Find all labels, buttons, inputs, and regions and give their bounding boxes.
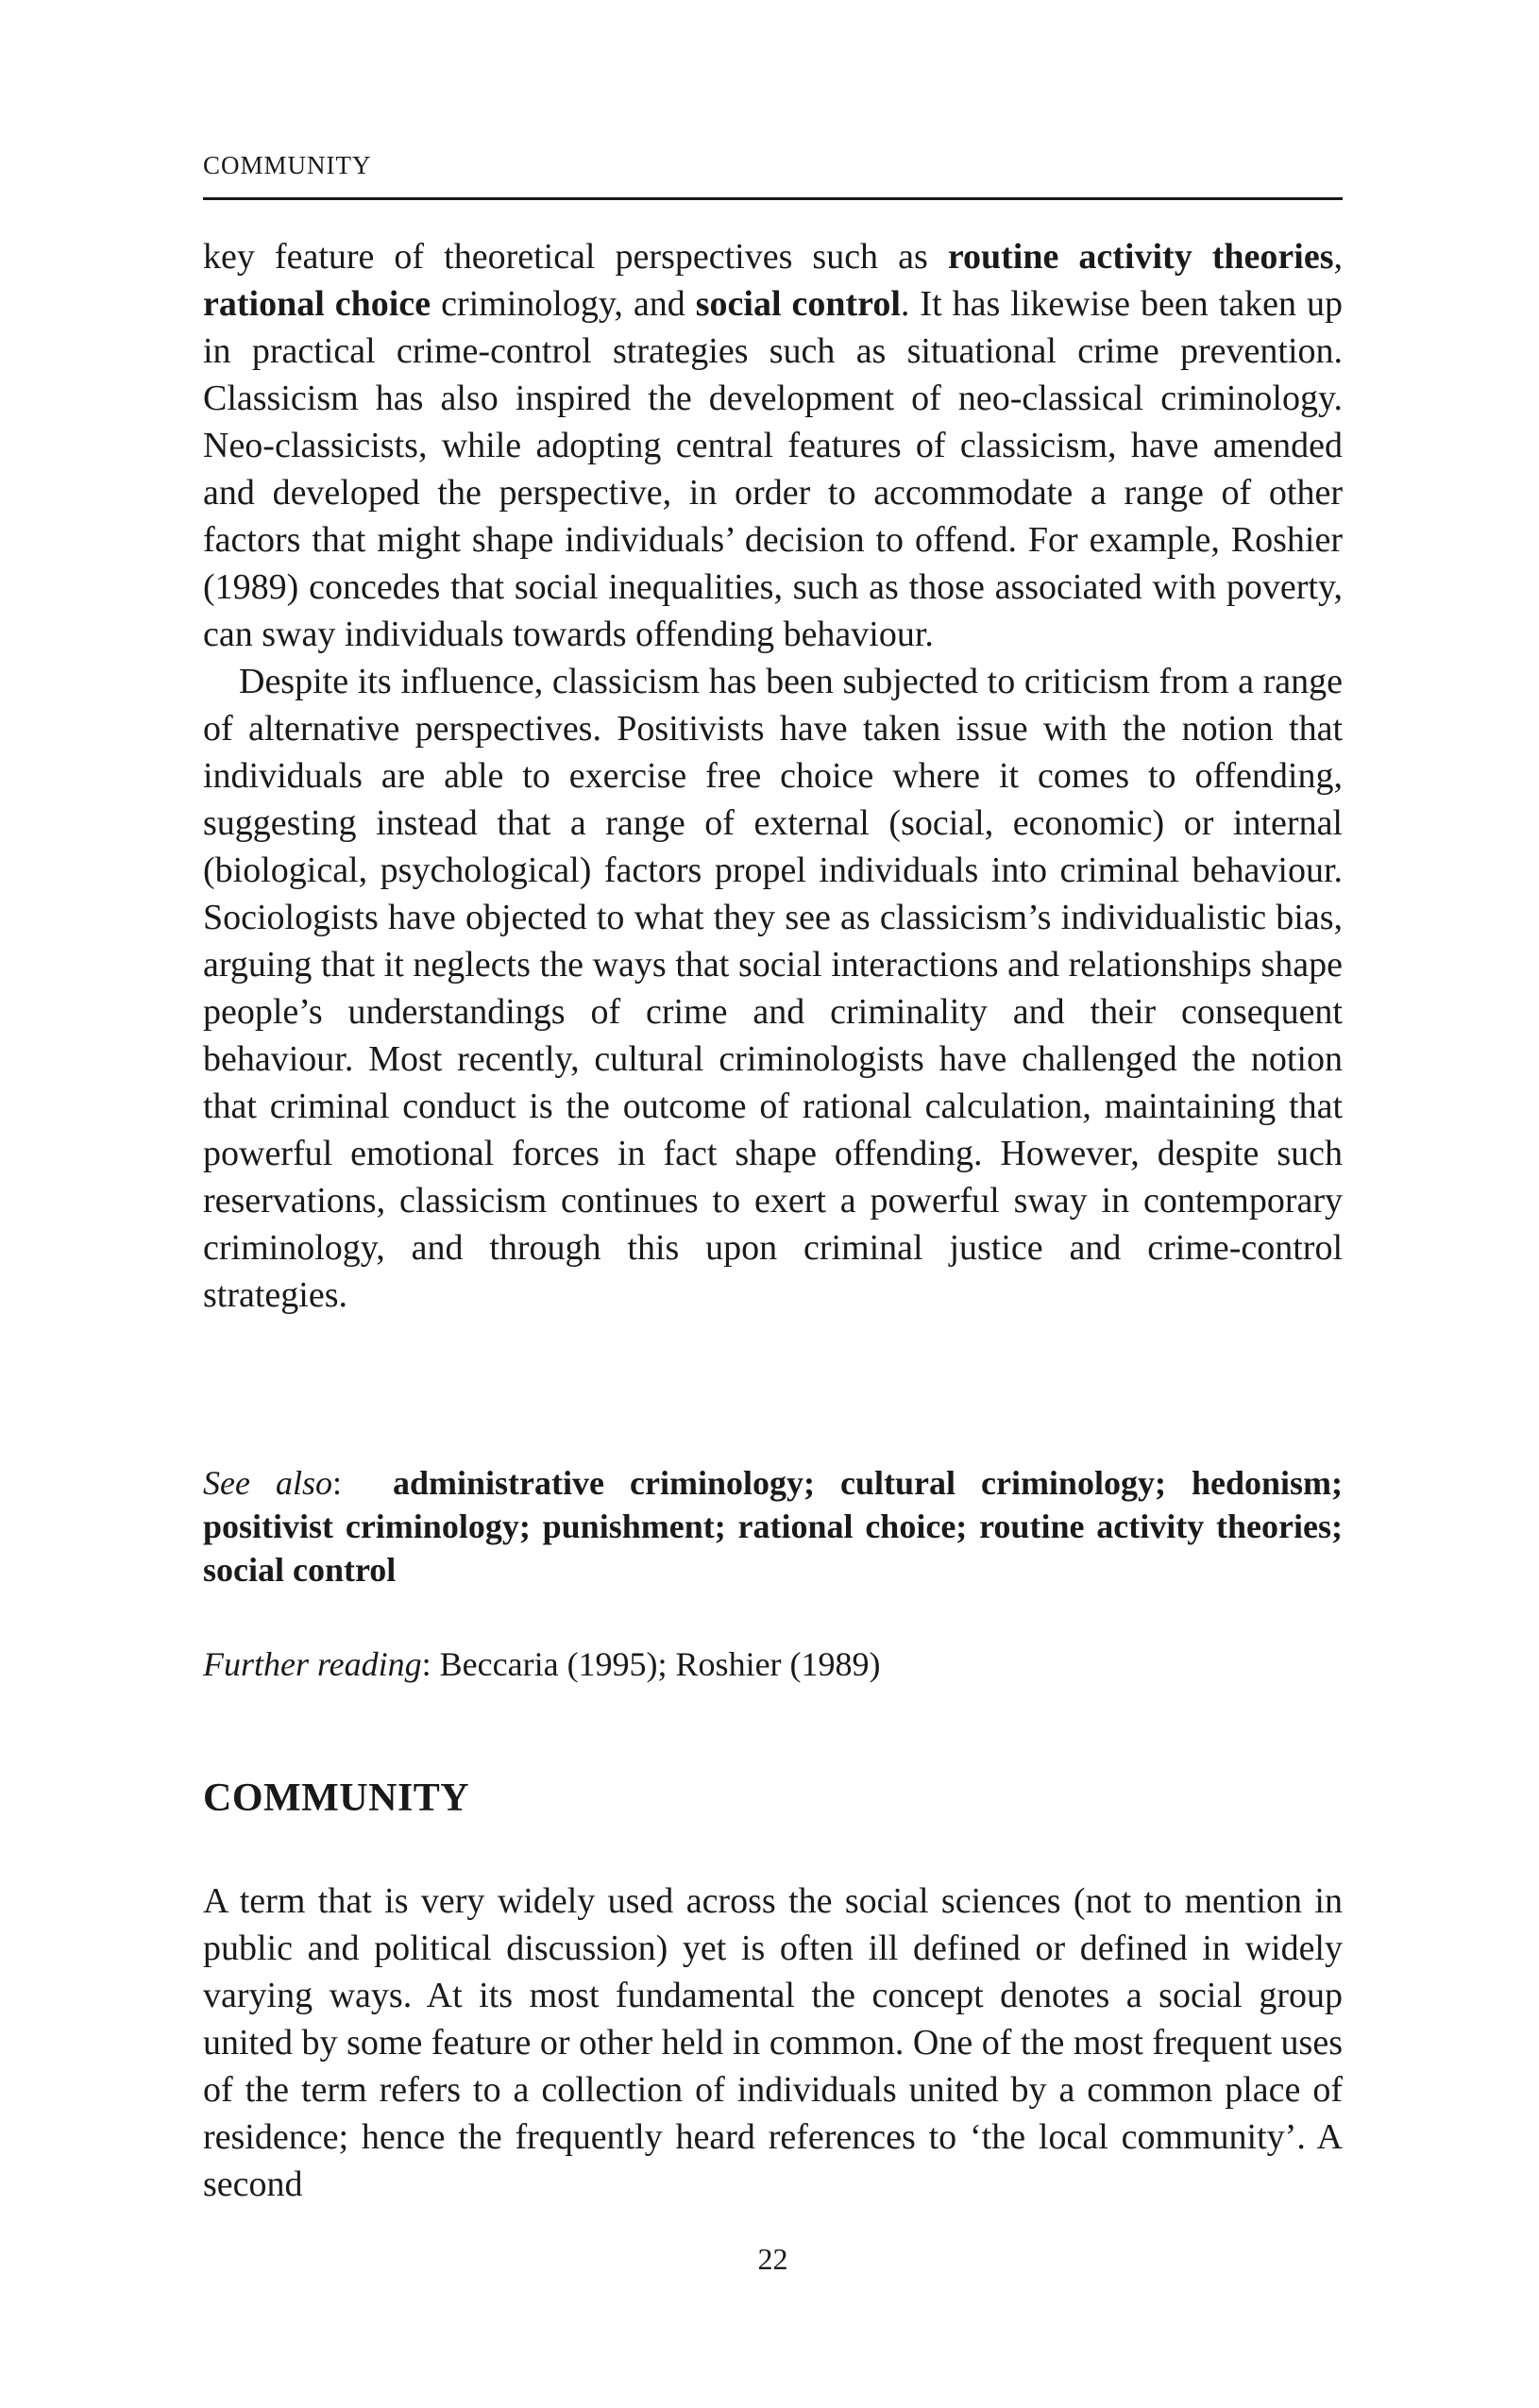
- cross-ref-rational-choice: rational choice: [203, 284, 431, 324]
- cross-ref-routine-activity-theories: routine activity theories: [947, 237, 1334, 277]
- see-also-terms: administrative criminology; cultural criminology; hedonism; positivist criminology; punishment; rational choice; routine activity theories; social control: [203, 1464, 1343, 1589]
- paragraph-1-text-2: ,: [1333, 237, 1343, 277]
- page-number: 22: [757, 2242, 788, 2276]
- paragraph-1: [203, 233, 1343, 658]
- see-also-label: See also: [203, 1464, 332, 1502]
- book-page: [203, 0, 1343, 2408]
- community-entry: [203, 1878, 1343, 2208]
- paragraph-1-text-1: key feature of theoretical perspectives such as: [203, 237, 948, 277]
- header-rule: [203, 197, 1343, 200]
- classicism-entry-continued: [203, 233, 1343, 1319]
- paragraph-2: Despite its influence, classicism has been subjected to criticism from a range of alternative perspectives. Positivists have taken issue with the notion that individuals are able to exercise free choice where it comes to offending, suggesting instead that a range of external (social, economic) or internal (biological, psychological) factors propel individuals into criminal behaviour. Sociologists have objected to what they see as classicism’s individualistic bias, arguing that it neglects the ways that social interactions and relationships shape people’s understandings of crime and criminality and their consequent behaviour. Most recently, cultural criminologists have challenged the notion that criminal conduct is the outcome of rational calculation, maintaining that powerful emotional forces in fact shape offending. However, despite such reservations, classicism continues to exert a powerful sway in contemporary criminology, and through this upon criminal justice and crime-control strategies.: [203, 662, 1343, 1315]
- paragraph-1-text-3: criminology, and: [431, 284, 696, 324]
- further-reading-label: Further reading: [203, 1645, 422, 1683]
- cross-ref-social-control: social control: [695, 284, 901, 324]
- paragraph-1-text-4: . It has likewise been taken up in practical crime-control strategies such as situational crime prevention. Classicism has also inspired the development of neo-classical criminology. Neo-classicists, while adopting central features of classicism, have amended and developed the perspective, in order to accommodate a range of other factors that might shape individuals’ decision to offend. For example, Roshier (1989) concedes that social inequalities, such as those associated with poverty, can sway individuals towards offending behaviour.: [203, 284, 1343, 654]
- entry-title: COMMUNITY: [203, 1777, 470, 1820]
- further-reading-refs: Beccaria (1995); Roshier (1989): [439, 1645, 881, 1683]
- further-reading: Further reading: Beccaria (1995); Roshier (1989): [203, 1645, 881, 1683]
- see-also: See also: administrative criminology; cultural criminology; hedonism; positivist criminology; punishment; rational choice; routine activity theories; social control: [203, 1464, 1343, 1589]
- community-paragraph: A term that is very widely used across the social sciences (not to mention in public and political discussion) yet is often ill defined or defined in widely varying ways. At its most fundamental the concept denotes a social group united by some feature or other held in common. One of the most frequent uses of the term refers to a collection of individuals united by a common place of residence; hence the frequently heard references to ‘the local community’. A second: [203, 1881, 1343, 2204]
- running-head: COMMUNITY: [203, 151, 372, 179]
